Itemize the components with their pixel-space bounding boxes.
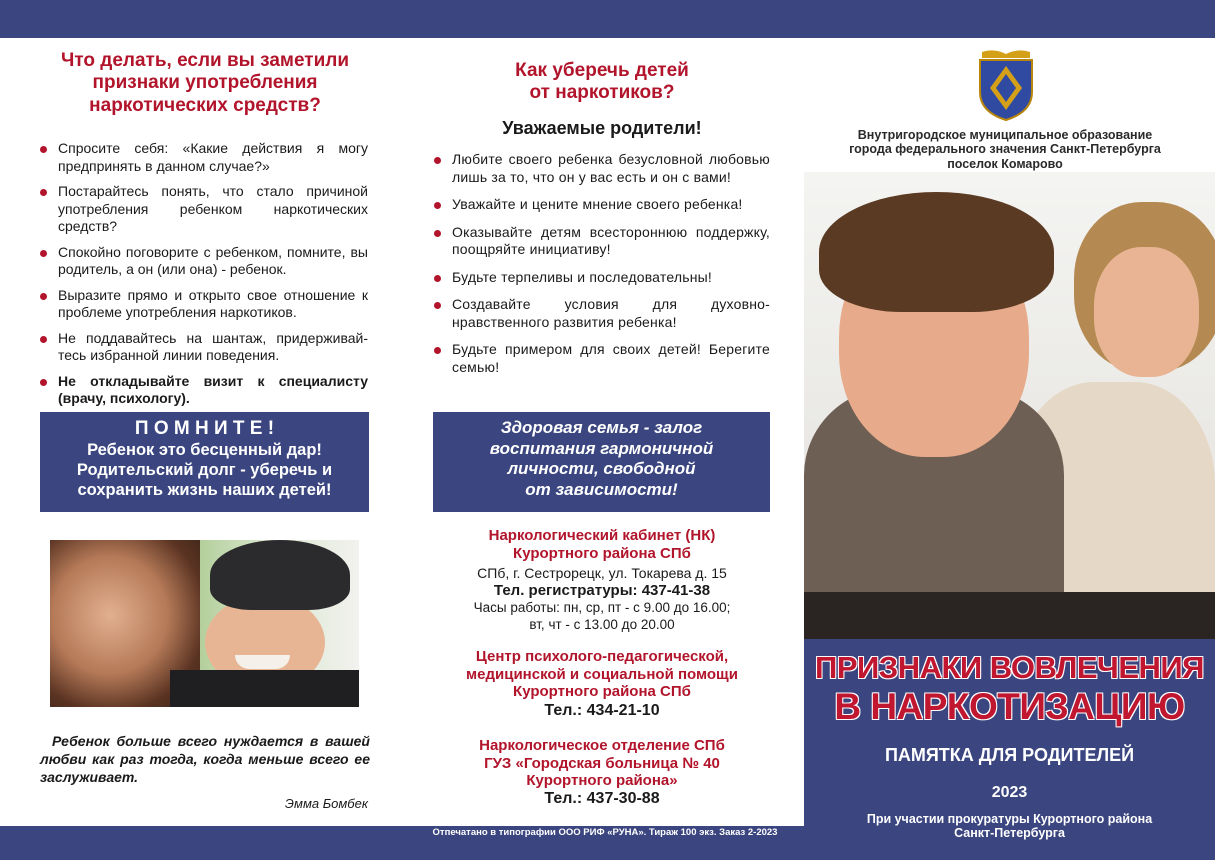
print-info: Отпечатано в типографии ООО РИФ «РУНА». Тираж 100 экз. Заказ 2-2023: [432, 827, 778, 838]
quote-author: Эмма Бомбек: [284, 796, 368, 811]
left-list: [38, 140, 368, 408]
organization-name: Внутригородское муниципальное образование города федерального значения Санкт-Петербурга поселок Комарово: [849, 128, 1161, 171]
mother-son-photo: [50, 540, 359, 707]
bullet-dot-icon: [434, 157, 441, 164]
brochure-year: 2023: [991, 784, 1028, 801]
contact-psych-center: Центр психолого-педагогической, медицинской и социальной помощи Курортного района СПб Тел.: 434-21-10: [466, 648, 738, 720]
bullet-dot-icon: [434, 202, 441, 209]
middle-heading: Как уберечь детей от наркотиков?: [515, 60, 689, 104]
middle-list: [432, 151, 770, 376]
brochure-subtitle: ПАМЯТКА ДЛЯ РОДИТЕЛЕЙ: [884, 745, 1135, 765]
list-item: Уважайте и цените мнение своего ребенка!: [432, 196, 770, 214]
list-item: Постарайтесь понять, что стало причиной употребления ребенком наркотических средств?: [38, 183, 368, 236]
bullet-dot-icon: [434, 275, 441, 282]
coat-of-arms-icon: [976, 48, 1036, 122]
list-item: Создавайте условия для духовно-нравственного развития ребенка!: [432, 296, 770, 331]
bullet-dot-icon: [434, 347, 441, 354]
list-item: Не откладывайте визит к специалисту (врачу, психологу).: [38, 373, 368, 408]
list-item: Выразите прямо и открыто свое отношение к проблеме употребления наркотиков.: [38, 287, 368, 322]
list-item: Любите своего ребенка безусловной любовью лишь за то, что он у вас есть и он с вами!: [432, 151, 770, 186]
contact-narcology-department: Наркологическое отделение СПб ГУЗ «Городская больница № 40 Курортного района» Тел.: 437-30-88: [479, 737, 725, 808]
list-item: Будьте терпеливы и последовательны!: [432, 269, 770, 287]
quote: Ребенок больше всего нуждается в вашей любви как раз тогда, когда меньше всего ее заслуживает.: [40, 733, 370, 786]
partner-note: При участии прокуратуры Курортного района Санкт-Петербурга: [866, 812, 1153, 841]
bullet-dot-icon: [40, 336, 47, 343]
list-item: Спокойно поговорите с ребенком, помните, вы родитель, а он (или она) - ребенок.: [38, 244, 368, 279]
teen-mother-photo: [804, 172, 1215, 639]
bullet-dot-icon: [434, 230, 441, 237]
bullet-dot-icon: [40, 293, 47, 300]
list-item: Не поддавайтесь на шантаж, придерживай-тесь избранной линии поведения.: [38, 330, 368, 365]
remember-box: П О М Н И Т Е ! Ребенок это бесценный дар! Родительский долг - уберечь и сохранить жизнь наших детей!: [40, 412, 369, 512]
bullet-dot-icon: [40, 189, 47, 196]
middle-subheading: Уважаемые родители!: [502, 118, 702, 138]
list-item: Спросите себя: «Какие действия я могу предпринять в данном случае?»: [38, 140, 368, 175]
bullet-dot-icon: [434, 302, 441, 309]
contact-narcology-office: Наркологический кабинет (НК) Курортного района СПб СПб, г. Сестрорецк, ул. Токарева д. 15 Тел. регистратуры: 437-41-38 Часы работы: пн, ср, пт - с 9.00 до 16.00; вт, чт - с 13.00 до 20.00: [473, 527, 731, 632]
family-box: Здоровая семья - залог воспитания гармоничной личности, свободной от зависимости!: [433, 412, 770, 512]
left-heading: Что делать, если вы заметили признаки употребления наркотических средств?: [60, 50, 350, 116]
list-item: Оказывайте детям всестороннюю поддержку, поощряйте инициативу!: [432, 224, 770, 259]
top-band: [0, 0, 1215, 38]
list-item: Будьте примером для своих детей! Берегите семью!: [432, 341, 770, 376]
brochure-title: ПРИЗНАКИ ВОВЛЕЧЕНИЯ В НАРКОТИЗАЦИЮ: [815, 650, 1204, 727]
bullet-dot-icon: [40, 379, 47, 386]
bullet-dot-icon: [40, 146, 47, 153]
bullet-dot-icon: [40, 250, 47, 257]
